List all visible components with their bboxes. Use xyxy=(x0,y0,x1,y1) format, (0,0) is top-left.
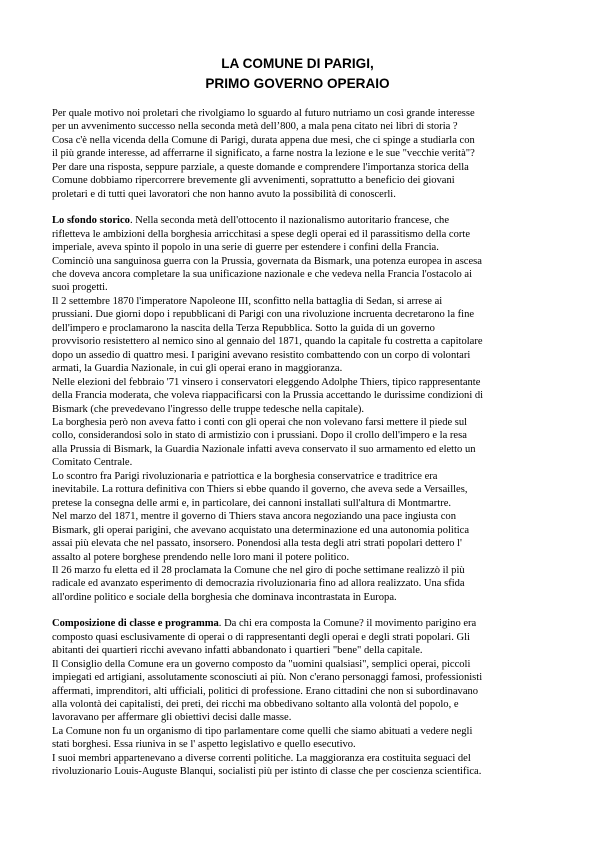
text-line: Comune dobbiamo ripercorrere brevemente gli avvenimenti, soprattutto a beneficio dei giovani xyxy=(52,175,455,187)
text-line: Comitato Centrale. xyxy=(52,457,133,469)
section-sfondo-storico xyxy=(52,214,552,604)
text-line: provvisorio resistettero al nemico sino al gennaio del 1871, quando la capitale fu costretta a capitolare xyxy=(52,336,483,348)
text-line: imperiale, aveva spinto il popolo in una serie di guerre per estendere i confini della Francia. xyxy=(52,242,439,254)
text-line: abitanti dei quartieri ricchi avevano infatti abbandonato i quartieri "bene" della capitale. xyxy=(52,645,423,657)
text-run: . Da chi era composta la Comune? il movimento parigino era xyxy=(218,618,477,630)
text-line xyxy=(52,214,552,227)
text-line: per un avvenimento successo nella seconda metà dell’800, a mala pena citato nei libri di storia ? xyxy=(52,121,458,133)
document-title xyxy=(0,54,595,94)
text-line: assalto al potere borghese prendendo nelle loro mani il potere politico. xyxy=(52,551,350,563)
text-line: composto quasi esclusivamente di operai o di rappresentanti degli operai e degli strati popolari. Gli xyxy=(52,631,470,643)
text-line: Il 2 settembre 1870 l'imperatore Napoleone III, sconfitto nella battaglia di Sedan, si arrese ai xyxy=(52,295,443,307)
text-line: dopo un assedio di quattro mesi. I parigini avevano resistito combattendo con un corpo di volontari xyxy=(52,349,471,361)
text-line: della Francia moderata, che voleva riappacificarsi con la Prussia accettando le durissime condizioni di xyxy=(52,390,484,402)
text-line: all'ordine politico e sociale della borghesia che dominava incontrastata in Europa. xyxy=(52,591,397,603)
text-line: prussiani. Due giorni dopo i repubblicani di Parigi con una rivoluzione incruenta decretarono la fine xyxy=(52,309,475,321)
text-line: Nelle elezioni del febbraio '71 vinsero i conservatori eleggendo Adolphe Thiers, tipico rappresentante xyxy=(52,376,481,388)
text-line: pretese la consegna delle armi e, in particolare, dei cannoni installati sull'altura di Montmartre. xyxy=(52,497,452,509)
text-line: radicale ed avanzato esperimento di democrazia rivoluzionaria fino ad allora realizzato. Una sfida xyxy=(52,578,465,590)
text-line: Per dare una risposta, seppure parziale, a queste domande e comprendere l'importanza storica della xyxy=(52,161,469,173)
text-line: il più grande interesse, ad afferrarne il significato, a farne nostra la lezione e le sue "vecchie verità"? xyxy=(52,148,475,160)
text-line: Lo scontro fra Parigi rivoluzionaria e patriottica e la borghesia conservatrice e traditrice era xyxy=(52,470,438,482)
text-line: rivoluzionario Louis-Auguste Blanqui, socialisti più per istinto di classe che per coscienza scientifica. xyxy=(52,766,482,778)
text-line: rifletteva le ambizioni della borghesia arricchitasi a spese degli operai ed il parassitismo della corte xyxy=(52,228,471,240)
text-line xyxy=(52,617,552,630)
text-run: . Nella seconda metà dell'ottocento il nazionalismo autoritario francese, che xyxy=(129,215,449,227)
text-line: alla volontà dei capitalisti, dei preti, dei ricchi ma obbedivano soltanto alla volontà del popolo, e xyxy=(52,699,459,711)
text-line: impiegati ed artigiani, assolutamente sconosciuti ai più. Non c'erano personaggi famosi, professionisti xyxy=(52,672,483,684)
text-line: Il 26 marzo fu eletta ed il 28 proclamata la Comune che nel giro di poche settimane realizzò il più xyxy=(52,564,465,576)
text-line: Per quale motivo noi proletari che rivolgiamo lo sguardo al futuro nutriamo un così grande interesse xyxy=(52,108,475,119)
text-line: stati borghesi. Essa riuniva in se l' aspetto legislativo e quello esecutivo. xyxy=(52,739,356,751)
text-line: Cosa c'è nella vicenda della Comune di Parigi, durata appena due mesi, che ci spinge a studiarla con xyxy=(52,134,475,146)
title-line-2: PRIMO GOVERNO OPERAIO xyxy=(205,76,390,91)
text-line: I suoi membri appartenevano a diverse correnti politiche. La maggioranza era costituita seguaci del xyxy=(52,752,471,764)
text-line: lavoravano per affermare gli obiettivi decisi dalle masse. xyxy=(52,712,292,724)
title-line-1: LA COMUNE DI PARIGI, xyxy=(221,56,374,71)
text-line: armati, la Guardia Nazionale, in cui gli operai erano in maggioranza. xyxy=(52,363,343,375)
text-line: Bismark, gli operai parigini, che avevano acquistato una determinazione ed una autonomia politica xyxy=(52,524,470,536)
text-line: collo, considerandosi solo in stato di armistizio con i prussiani. Dopo il crollo dell'impero e la resa xyxy=(52,430,467,442)
section-heading: Composizione di classe e programma xyxy=(52,618,219,630)
text-line: dell'impero e proclamarono la nascita della Terza Repubblica. Sotto la guida di un governo xyxy=(52,322,435,334)
text-line: Cominciò una sanguinosa guerra con la Prussia, governata da Bismark, una potenza europea in ascesa xyxy=(52,255,482,267)
text-line: La Comune non fu un organismo di tipo parlamentare come quelli che siamo abituati a vedere negli xyxy=(52,725,473,737)
section-heading: Lo sfondo storico xyxy=(52,215,130,227)
text-line: suoi progetti. xyxy=(52,282,108,294)
text-line: affermati, imprenditori, alti ufficiali, politici di professione. Erano cittadini che non si subordinavano xyxy=(52,685,479,697)
text-line: assai più elevata che nel passato, insorsero. Ponendosi alla testa degli atri strati popolari dettero l' xyxy=(52,538,462,550)
text-line: Bismark (che prevedevano l'ingresso delle truppe tedesche nella capitale). xyxy=(52,403,365,415)
text-line: proletari e di tutti quei lavoratori che non hanno avuto la possibilità di conoscerli. xyxy=(52,188,396,200)
text-line: inevitabile. La rottura definitiva con Thiers si ebbe quando il governo, che aveva sede a Versailles, xyxy=(52,484,468,496)
text-line: Il Consiglio della Comune era un governo composto da "uomini qualsiasi", semplici operai, piccoli xyxy=(52,658,471,670)
text-line: La borghesia però non aveva fatto i conti con gli operai che non volevano farsi mettere il piede sul xyxy=(52,416,468,428)
document-body xyxy=(52,107,552,779)
intro-paragraph xyxy=(52,107,552,201)
text-line: alla Prussia di Bismark, la Guardia Nazionale infatti aveva conservato il suo armamento ed eletto un xyxy=(52,443,476,455)
text-line: Nel marzo del 1871, mentre il governo di Thiers stava ancora negoziando una pace ingiusta con xyxy=(52,511,456,523)
text-line: che doveva ancora completare la sua unificazione nazionale e che vedeva nella Francia l'ostacolo ai xyxy=(52,268,473,280)
section-composizione xyxy=(52,617,552,778)
